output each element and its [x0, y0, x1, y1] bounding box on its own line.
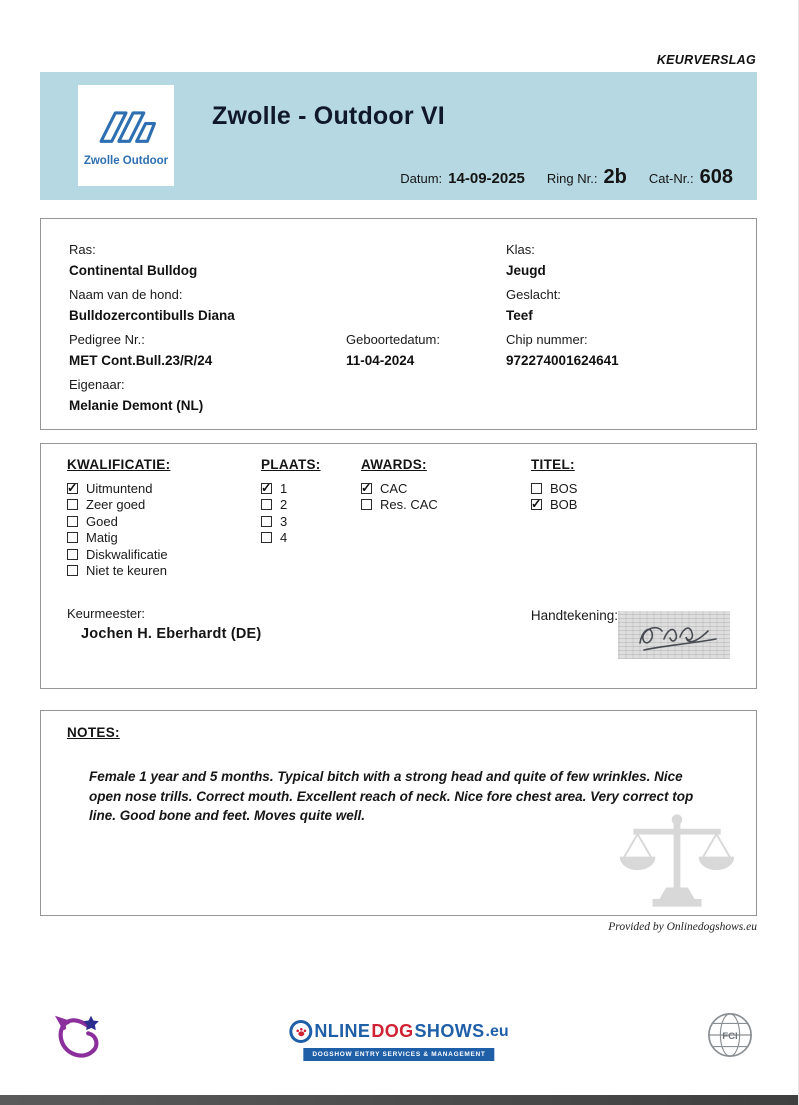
ring-value: 2b — [603, 166, 627, 188]
handtekening-label: Handtekening: — [530, 608, 618, 623]
field-geboortedatum: Geboortedatum: 11-04-2024 — [346, 332, 440, 368]
zwolle-outdoor-logo — [78, 85, 174, 186]
checkbox-icon — [531, 499, 542, 510]
awards-column — [361, 457, 531, 579]
kwalificatie-header: KWALIFICATIE: — [67, 457, 171, 472]
field-chip: Chip nummer: 972274001624641 — [506, 332, 619, 368]
checkbox-icon — [67, 516, 78, 527]
kwalificatie-option-matig[interactable]: Matig — [67, 530, 261, 547]
titel-option-bos[interactable]: BOS — [531, 480, 730, 497]
field-ras: Ras: Continental Bulldog — [69, 242, 198, 278]
field-klas: Klas: Jeugd — [506, 242, 546, 278]
plaats-column — [261, 457, 361, 579]
dog-info-section — [40, 218, 757, 430]
awards-header: AWARDS: — [361, 457, 427, 472]
kwalificatie-column — [67, 457, 261, 579]
checkbox-icon — [67, 549, 78, 560]
zwolle-outdoor-logo-mark — [91, 104, 161, 152]
kwalificatie-option-goed[interactable]: Goed — [67, 513, 261, 530]
checkbox-icon — [67, 483, 78, 494]
datum-value: 14-09-2025 — [448, 170, 525, 187]
svg-text:FCI: FCI — [722, 1030, 738, 1042]
checkbox-icon — [361, 499, 372, 510]
onlinedogshows-logo — [289, 1020, 508, 1061]
titel-option-bob[interactable]: ✓ BOB — [531, 497, 730, 514]
keurmeester-name: Jochen H. Eberhardt (DE) — [81, 626, 262, 642]
datum-label: Datum: — [400, 171, 443, 186]
kwalificatie-option-diskwalificatie[interactable]: Diskwalificatie — [67, 546, 261, 563]
plaats-option-3[interactable]: 3 — [261, 513, 361, 530]
wordmark-shows: SHOWS — [414, 1021, 485, 1041]
wordmark-eu: .eu — [485, 1022, 509, 1040]
kwalificatie-option-zeer-goed[interactable]: Zeer goed — [67, 497, 261, 514]
checkbox-icon — [67, 565, 78, 576]
onlinedogshows-tagline: DOGSHOW ENTRY SERVICES & MANAGEMENT — [303, 1048, 494, 1061]
signature-scribble — [618, 611, 730, 659]
field-pedigree: Pedigree Nr.: MET Cont.Bull.23/R/24 — [69, 332, 213, 368]
checkbox-icon — [531, 483, 542, 494]
club-logo-mark — [52, 1010, 104, 1066]
scales-watermark-icon — [612, 811, 742, 911]
checkbox-icon — [361, 483, 372, 494]
checkbox-icon — [261, 499, 272, 510]
field-eigenaar: Eigenaar: Melanie Demont (NL) — [69, 377, 204, 413]
onlinedogshows-o-ring — [289, 1020, 312, 1043]
field-geslacht: Geslacht: Teef — [506, 287, 561, 323]
wordmark-dog: DOG — [371, 1021, 414, 1041]
ring-label: Ring Nr.: — [546, 171, 598, 186]
fci-logo — [706, 1011, 754, 1064]
plaats-header: PLAATS: — [261, 457, 321, 472]
event-meta — [400, 166, 733, 189]
page-bottom-edge — [0, 1095, 798, 1105]
awards-option-cac[interactable]: ✓ CAC — [361, 480, 531, 497]
plaats-option-2[interactable]: 2 — [261, 497, 361, 514]
checkbox-icon — [261, 532, 272, 543]
kwalificatie-option-niet-te-keuren[interactable]: Niet te keuren — [67, 563, 261, 580]
event-header — [40, 72, 757, 200]
judge-notes-text: Female 1 year and 5 months. Typical bitch with a strong head and quite of few wrinkles. Nice open nose trills. Correct mouth. Excellent reach of neck. Nice fore chest area. Very correct top line. Good bone and feet. Moves quite well. — [89, 769, 694, 824]
kwalificatie-option-uitmuntend[interactable]: ✓ Uitmuntend — [67, 480, 261, 497]
titel-column — [531, 457, 730, 579]
titel-header: TITEL: — [531, 457, 575, 472]
signature-image — [618, 611, 730, 659]
checkbox-icon — [67, 532, 78, 543]
checkbox-icon — [261, 483, 272, 494]
plaats-option-4[interactable]: 4 — [261, 530, 361, 547]
provided-by-text: Provided by Onlinedogshows.eu — [608, 921, 757, 933]
qualification-section — [40, 443, 757, 689]
wordmark-online: NLINE — [314, 1021, 371, 1041]
document-type-label: KEURVERSLAG — [656, 53, 756, 67]
fci-globe-icon — [706, 1011, 754, 1059]
event-title: Zwolle - Outdoor VI — [212, 102, 445, 130]
cat-label: Cat-Nr.: — [648, 171, 694, 186]
keurmeester-label: Keurmeester: — [67, 606, 146, 621]
awards-option-res-cac[interactable]: Res. CAC — [361, 497, 531, 514]
field-naam: Naam van de hond: Bulldozercontibulls Diana — [69, 287, 235, 323]
judge-block — [67, 603, 531, 642]
notes-section — [40, 710, 757, 916]
cat-value: 608 — [699, 166, 733, 188]
notes-header: NOTES: — [67, 725, 120, 740]
checkbox-icon — [67, 499, 78, 510]
checkbox-icon — [261, 516, 272, 527]
paw-icon — [295, 1026, 307, 1038]
zwolle-outdoor-logo-caption: Zwolle Outdoor — [83, 155, 169, 167]
club-logo — [52, 1010, 104, 1071]
plaats-option-1[interactable]: ✓ 1 — [261, 480, 361, 497]
